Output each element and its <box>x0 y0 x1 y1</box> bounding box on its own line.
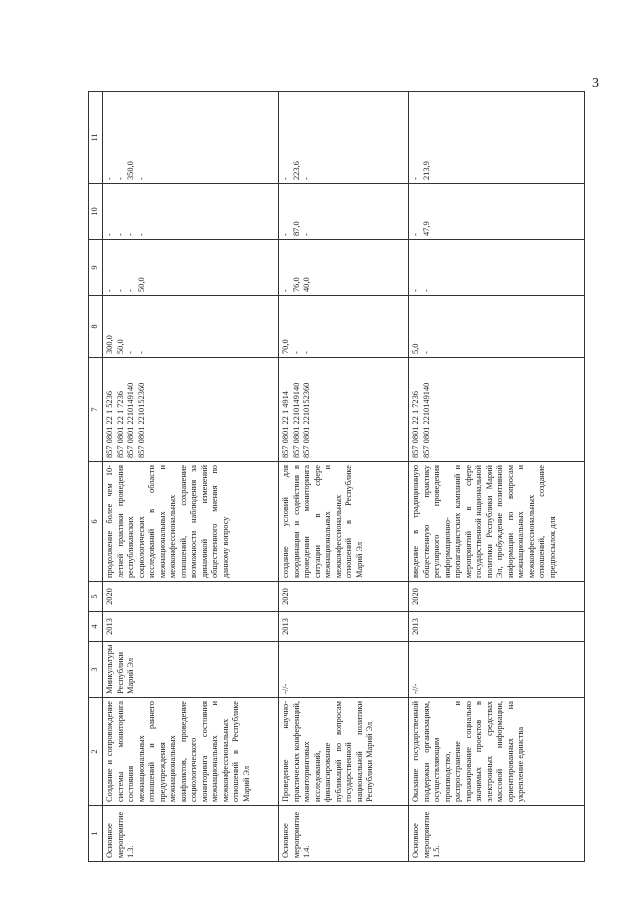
col-header-11: 11 <box>89 92 103 184</box>
budget-code: 857 0801 2210152360 <box>302 382 311 458</box>
row-start-year: 2013 <box>279 612 409 642</box>
row-result: продолжение более чем 10-летней практики проведения республиканских социологических исследований в области межнациональных и межконфессиональных отношений, сохранение возможности наблюдения за динамикой изменений общественного мнения по данному вопросу <box>103 462 279 582</box>
row-codes <box>103 358 279 462</box>
row-codes <box>279 358 409 462</box>
amount: 213,9 <box>421 161 431 180</box>
amount: 350,0 <box>126 161 135 180</box>
row-end-year: 2020 <box>409 582 585 612</box>
amount: 87,0 <box>291 221 301 236</box>
col-header-2: 2 <box>89 698 103 806</box>
program-table <box>88 91 585 862</box>
amount: 40,0 <box>302 277 311 292</box>
amount: - <box>105 177 114 180</box>
row-col10 <box>103 184 279 240</box>
row-description: Проведение научно-практических конференций, мониторинговых исследований, финансирование публикаций по вопросам государственной национальной политики Республики Марий Эл <box>279 698 409 806</box>
row-col9 <box>409 240 585 296</box>
amount: - <box>421 289 431 292</box>
row-col9 <box>279 240 409 296</box>
amount: - <box>281 289 290 292</box>
row-executor: -//- <box>279 642 409 698</box>
budget-code: 857 0801 2210149140 <box>126 382 135 458</box>
row-start-year: 2013 <box>409 612 585 642</box>
amount: - <box>411 177 420 180</box>
budget-code: 857 0801 2210149140 <box>421 382 431 458</box>
budget-code: 857 0801 22 1 4914 <box>281 391 290 458</box>
budget-code: 857 0801 22 1 7236 <box>411 391 420 458</box>
amount: - <box>291 351 301 354</box>
amount: - <box>411 233 420 236</box>
row-col9 <box>103 240 279 296</box>
row-col11 <box>279 92 409 184</box>
header-row <box>89 92 103 862</box>
budget-code: 857 0801 2210152360 <box>136 382 146 458</box>
row-name: Основное мероприятие 1.5. <box>409 806 585 862</box>
col-header-6: 6 <box>89 462 103 582</box>
amount: 300,0 <box>105 335 114 354</box>
row-col8 <box>279 296 409 358</box>
amount: - <box>115 289 125 292</box>
row-description: Оказание государственной поддержки организациям, осуществляющим производство, распространение и тиражирование социально значимых проектов в электронных средствах массовой информации, ориентированных на укрепление единства <box>409 698 585 806</box>
table-row <box>279 92 409 862</box>
amount: - <box>115 177 125 180</box>
row-end-year: 2020 <box>279 582 409 612</box>
amount: - <box>302 351 311 354</box>
amount: - <box>126 289 135 292</box>
row-start-year: 2013 <box>103 612 279 642</box>
amount: - <box>105 289 114 292</box>
col-header-8: 8 <box>89 296 103 358</box>
row-executor: Минкультуры Республики Марий Эл <box>103 642 279 698</box>
amount: - <box>126 233 135 236</box>
col-header-5: 5 <box>89 582 103 612</box>
amount: 76,0 <box>291 277 301 292</box>
budget-code: 857 0801 22 1 7236 <box>115 391 125 458</box>
amount: - <box>421 351 431 354</box>
col-header-4: 4 <box>89 612 103 642</box>
amount: 50,0 <box>136 277 146 292</box>
budget-code: 857 0801 22 1 5236 <box>105 391 114 458</box>
table-row <box>409 92 585 862</box>
col-header-3: 3 <box>89 642 103 698</box>
row-result: создание условий для координации и содействия в проведении мониторинга ситуации в сфере межнациональных и межконфессиональных отношений в Республике Марий Эл <box>279 462 409 582</box>
amount: 47,9 <box>421 221 431 236</box>
amount: - <box>281 233 290 236</box>
row-col10 <box>409 184 585 240</box>
amount: - <box>411 289 420 292</box>
col-header-1: 1 <box>89 806 103 862</box>
amount: 50,0 <box>115 339 125 354</box>
amount: 5,0 <box>411 343 420 354</box>
row-end-year: 2020 <box>103 582 279 612</box>
row-name: Основное мероприятие 1.3. <box>103 806 279 862</box>
row-result: введение в традиционную общественную практику регулярного проведения информационно-пропагандистских кампаний и мероприятий в сфере государственной национальной политики Республики Марий Эл, пробуждение позитивной информации по вопросам межнациональных и межконфессиональных отношений, создание предпосылок для <box>409 462 585 582</box>
rotated-table-container <box>88 92 600 862</box>
row-col10 <box>279 184 409 240</box>
amount: 70,0 <box>281 339 290 354</box>
row-col8 <box>409 296 585 358</box>
amount: - <box>136 351 146 354</box>
row-name: Основное мероприятие 1.4. <box>279 806 409 862</box>
amount: - <box>302 177 311 180</box>
amount: - <box>136 233 146 236</box>
col-header-7: 7 <box>89 358 103 462</box>
amount: - <box>105 233 114 236</box>
col-header-10: 10 <box>89 184 103 240</box>
row-col11 <box>409 92 585 184</box>
amount: - <box>281 177 290 180</box>
amount: - <box>136 177 146 180</box>
row-col11 <box>103 92 279 184</box>
amount: - <box>115 233 125 236</box>
col-header-9: 9 <box>89 240 103 296</box>
page-number: 3 <box>592 76 599 91</box>
amount: - <box>302 233 311 236</box>
amount: 223,6 <box>291 161 301 180</box>
row-col8 <box>103 296 279 358</box>
row-description: Создание и сопровождение системы мониторинга состояния межнациональных отношений и раннего предупреждения межнациональных конфликтов, проведение социологического мониторинга состояния межнациональных и межконфессиональных отношений в Республике Марий Эл <box>103 698 279 806</box>
table-row <box>103 92 279 862</box>
row-executor: -//- <box>409 642 585 698</box>
budget-code: 857 0801 2210149140 <box>291 382 301 458</box>
row-codes <box>409 358 585 462</box>
amount: - <box>126 351 135 354</box>
